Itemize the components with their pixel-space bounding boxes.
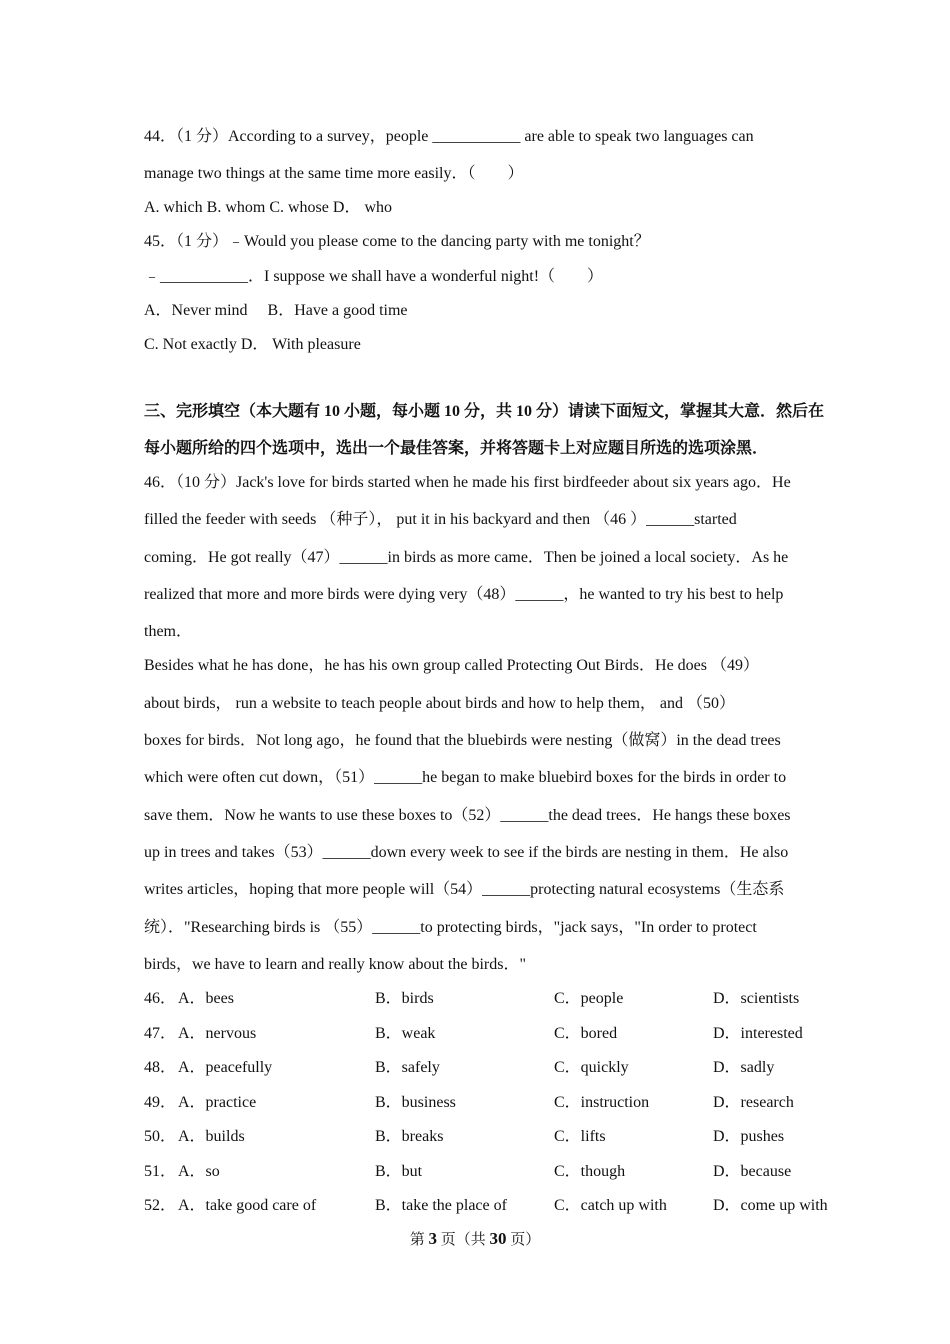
choice-option-c: C．catch up with bbox=[554, 1197, 667, 1214]
passage-line: boxes for birds．Not long ago，he found that the bluebirds were nesting（做窝）in the dead trees bbox=[144, 732, 781, 749]
passage-line: up in trees and takes（53）______down every week to see if the birds are nesting in them．He also bbox=[144, 844, 789, 861]
section-3-heading-1: 三、完形填空（本大题有 10 小题，每小题 10 分，共 10 分）请读下面短文，掌握其大意．然后在 bbox=[144, 403, 825, 420]
choice-option-b: B．breaks bbox=[375, 1128, 444, 1145]
section-3-heading-2: 每小题所给的四个选项中，选出一个最佳答案，并将答题卡上对应题目所选的选项涂黑． bbox=[144, 440, 769, 457]
choice-option-c: C．quickly bbox=[554, 1059, 629, 1076]
passage-line: which were often cut down，（51）______he began to make bluebird boxes for the birds in order to bbox=[144, 769, 787, 786]
passage-line: writes articles，hoping that more people will（54）______protecting natural ecosystems（生态系 bbox=[144, 881, 785, 898]
passage-line: 46．（10 分）Jack's love for birds started when he made his first birdfeeder about six years ago．He bbox=[144, 474, 791, 491]
choice-number: 52． bbox=[144, 1197, 177, 1214]
choice-option-a: A．nervous bbox=[178, 1025, 257, 1042]
footer-middle: 页（共 bbox=[436, 1232, 490, 1248]
passage-line: Besides what he has done，he has his own group called Protecting Out Birds．He does （49） bbox=[144, 657, 760, 674]
choice-option-c: C．bored bbox=[554, 1025, 618, 1042]
q45-options-2: C. Not exactly D． With pleasure bbox=[144, 336, 361, 353]
footer-suffix: 页） bbox=[506, 1232, 541, 1248]
choice-option-c: C．instruction bbox=[554, 1094, 650, 1111]
choice-option-d: D．sadly bbox=[713, 1059, 775, 1076]
choice-option-d: D．because bbox=[713, 1163, 792, 1180]
choice-option-c: C．people bbox=[554, 990, 624, 1007]
choice-option-a: A．bees bbox=[178, 990, 234, 1007]
choice-option-d: D．come up with bbox=[713, 1197, 828, 1214]
choice-number: 50． bbox=[144, 1128, 177, 1145]
footer-total-pages: 30 bbox=[489, 1229, 507, 1248]
q44-options: A. which B. whom C. whose D． who bbox=[144, 199, 392, 216]
choice-number: 46． bbox=[144, 990, 177, 1007]
footer-page-number: 3 bbox=[428, 1229, 437, 1248]
choice-option-b: B．but bbox=[375, 1163, 423, 1180]
choice-option-b: B．birds bbox=[375, 990, 434, 1007]
passage-line: filled the feeder with seeds （种子）， put it in his backyard and then （46 ）______started bbox=[144, 511, 737, 528]
choice-option-d: D．research bbox=[713, 1094, 794, 1111]
passage-line: coming．He got really（47）______in birds as more came．Then be joined a local society．As he bbox=[144, 549, 789, 566]
choice-option-a: A．practice bbox=[178, 1094, 257, 1111]
passage-line: them． bbox=[144, 623, 192, 640]
choice-option-a: A．take good care of bbox=[178, 1197, 317, 1214]
choice-number: 48． bbox=[144, 1059, 177, 1076]
choice-number: 51． bbox=[144, 1163, 177, 1180]
choice-option-a: A．peacefully bbox=[178, 1059, 273, 1076]
footer-prefix: 第 bbox=[409, 1232, 429, 1248]
choice-number: 49． bbox=[144, 1094, 177, 1111]
passage-line: save them．Now he wants to use these boxes to（52）______the dead trees．He hangs these boxes bbox=[144, 807, 791, 824]
q45-line-2: ﹣___________．I suppose we shall have a wonderful night!（ ） bbox=[144, 268, 604, 285]
q45-line-1: 45．（1 分）﹣Would you please come to the dancing party with me tonight？ bbox=[144, 233, 650, 250]
choice-option-b: B．weak bbox=[375, 1025, 436, 1042]
choice-option-c: C．lifts bbox=[554, 1128, 606, 1145]
choice-option-b: B．take the place of bbox=[375, 1197, 507, 1214]
passage-line: about birds， run a website to teach people about birds and how to help them， and （50） bbox=[144, 695, 735, 712]
q44-line-2: manage two things at the same time more easily．（ ） bbox=[144, 165, 524, 182]
q44-line-1: 44．（1 分）According to a survey，people ___________ are able to speak two languages can bbox=[144, 128, 754, 145]
page-footer bbox=[0, 1229, 950, 1250]
passage-line: realized that more and more birds were dying very（48）______，he wanted to try his best to help bbox=[144, 586, 784, 603]
q45-options-1: A．Never mind B．Have a good time bbox=[144, 302, 408, 319]
choice-option-d: D．interested bbox=[713, 1025, 803, 1042]
choice-option-b: B．safely bbox=[375, 1059, 440, 1076]
choice-option-d: D．scientists bbox=[713, 990, 800, 1007]
choice-option-a: A．builds bbox=[178, 1128, 245, 1145]
passage-line: birds，we have to learn and really know about the birds．" bbox=[144, 956, 526, 973]
choice-option-d: D．pushes bbox=[713, 1128, 785, 1145]
choice-number: 47． bbox=[144, 1025, 177, 1042]
choice-option-c: C．though bbox=[554, 1163, 626, 1180]
passage-line: 统）．"Researching birds is （55）______to protecting birds，"jack says，"In order to protect bbox=[144, 919, 757, 936]
choice-option-b: B．business bbox=[375, 1094, 456, 1111]
choice-option-a: A．so bbox=[178, 1163, 220, 1180]
